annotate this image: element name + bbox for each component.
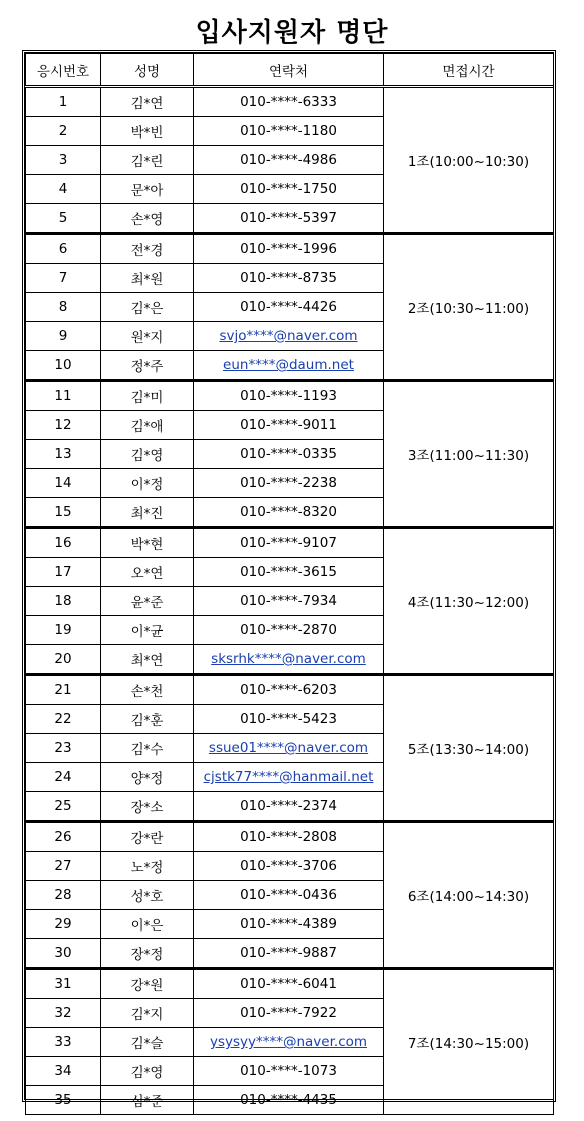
applicant-name-cell: 김*지 [101,999,194,1028]
contact-email-cell [194,763,384,792]
contact-phone-cell: 010-****-7922 [194,999,384,1028]
contact-phone-cell: 010-****-9887 [194,939,384,969]
contact-phone-cell: 010-****-1180 [194,117,384,146]
applicant-name-cell: 김*훈 [101,705,194,734]
contact-phone-cell: 010-****-2870 [194,616,384,645]
interview-time-cell: 6조(14:00~14:30) [384,822,554,969]
table-row [26,381,554,411]
applicant-name-cell: 김*슬 [101,1028,194,1057]
applicant-name-cell: 노*정 [101,852,194,881]
contact-phone-cell: 010-****-5423 [194,705,384,734]
applicant-name-cell: 박*빈 [101,117,194,146]
exam-number-cell: 4 [26,175,101,204]
exam-number-cell: 18 [26,587,101,616]
applicant-name-cell: 김*영 [101,1057,194,1086]
interview-time-cell: 5조(13:30~14:00) [384,675,554,822]
contact-phone-cell: 010-****-3706 [194,852,384,881]
table-row [26,822,554,852]
exam-number-cell: 22 [26,705,101,734]
exam-number-cell: 19 [26,616,101,645]
table-header-row [26,54,554,87]
applicant-name-cell: 김*애 [101,411,194,440]
applicant-name-cell: 김*수 [101,734,194,763]
applicant-name-cell: 문*아 [101,175,194,204]
applicant-name-cell: 이*균 [101,616,194,645]
email-link[interactable]: cjstk77****@hanmail.net [203,769,374,785]
interview-time-cell: 2조(10:30~11:00) [384,234,554,381]
contact-phone-cell: 010-****-3615 [194,558,384,587]
exam-number-cell: 27 [26,852,101,881]
exam-number-cell: 35 [26,1086,101,1115]
exam-number-cell: 8 [26,293,101,322]
interview-time-cell: 3조(11:00~11:30) [384,381,554,528]
applicant-name-cell: 김*미 [101,381,194,411]
applicant-name-cell: 강*란 [101,822,194,852]
contact-phone-cell: 010-****-2238 [194,469,384,498]
exam-number-cell: 1 [26,87,101,117]
exam-number-cell: 34 [26,1057,101,1086]
contact-email-cell [194,645,384,675]
email-link[interactable]: ssue01****@naver.com [208,740,369,756]
applicant-name-cell: 손*영 [101,204,194,234]
header-contact: 연락처 [194,54,384,87]
interview-time-cell: 1조(10:00~10:30) [384,87,554,234]
contact-phone-cell: 010-****-1750 [194,175,384,204]
header-exam-no: 응시번호 [26,54,101,87]
applicant-name-cell: 장*정 [101,939,194,969]
contact-phone-cell: 010-****-4986 [194,146,384,175]
contact-email-cell [194,734,384,763]
applicant-name-cell: 최*연 [101,645,194,675]
applicant-name-cell: 김*영 [101,440,194,469]
contact-phone-cell: 010-****-6203 [194,675,384,705]
table-row [26,969,554,999]
interview-time-cell: 4조(11:30~12:00) [384,528,554,675]
applicant-name-cell: 윤*준 [101,587,194,616]
applicant-name-cell: 원*지 [101,322,194,351]
contact-phone-cell: 010-****-2808 [194,822,384,852]
page-title: 입사지원자 명단 [195,18,389,48]
applicant-name-cell: 이*은 [101,910,194,939]
exam-number-cell: 5 [26,204,101,234]
email-link[interactable]: sksrhk****@naver.com [211,651,366,667]
table-row [26,675,554,705]
applicant-name-cell: 양*정 [101,763,194,792]
exam-number-cell: 9 [26,322,101,351]
contact-email-cell [194,351,384,381]
contact-phone-cell: 010-****-6333 [194,87,384,117]
applicant-name-cell: 이*정 [101,469,194,498]
exam-number-cell: 16 [26,528,101,558]
exam-number-cell: 23 [26,734,101,763]
exam-number-cell: 15 [26,498,101,528]
exam-number-cell: 17 [26,558,101,587]
contact-email-cell [194,322,384,351]
exam-number-cell: 20 [26,645,101,675]
applicant-name-cell: 오*연 [101,558,194,587]
applicant-table-frame [22,50,556,1110]
applicant-table [25,53,554,1115]
contact-phone-cell: 010-****-8320 [194,498,384,528]
table-row [26,234,554,264]
exam-number-cell: 10 [26,351,101,381]
exam-number-cell: 31 [26,969,101,999]
exam-number-cell: 13 [26,440,101,469]
exam-number-cell: 12 [26,411,101,440]
exam-number-cell: 30 [26,939,101,969]
contact-phone-cell: 010-****-6041 [194,969,384,999]
contact-phone-cell: 010-****-4426 [194,293,384,322]
table-row [26,87,554,117]
applicant-name-cell: 박*현 [101,528,194,558]
contact-phone-cell: 010-****-9011 [194,411,384,440]
contact-phone-cell: 010-****-4389 [194,910,384,939]
applicant-name-cell: 강*원 [101,969,194,999]
contact-email-cell [194,1028,384,1057]
applicant-name-cell: 최*진 [101,498,194,528]
applicant-name-cell: 전*경 [101,234,194,264]
exam-number-cell: 32 [26,999,101,1028]
exam-number-cell: 28 [26,881,101,910]
exam-number-cell: 6 [26,234,101,264]
email-link[interactable]: ysysyy****@naver.com [209,1034,368,1050]
contact-phone-cell: 010-****-8735 [194,264,384,293]
contact-phone-cell: 010-****-2374 [194,792,384,822]
exam-number-cell: 25 [26,792,101,822]
applicant-name-cell: 장*소 [101,792,194,822]
interview-time-cell: 7조(14:30~15:00) [384,969,554,1115]
contact-phone-cell: 010-****-9107 [194,528,384,558]
contact-phone-cell: 010-****-7934 [194,587,384,616]
applicant-name-cell: 손*천 [101,675,194,705]
header-name: 성명 [101,54,194,87]
contact-phone-cell: 010-****-0436 [194,881,384,910]
contact-phone-cell: 010-****-1193 [194,381,384,411]
contact-phone-cell: 010-****-0335 [194,440,384,469]
exam-number-cell: 26 [26,822,101,852]
applicant-name-cell: 김*린 [101,146,194,175]
header-interview-time: 면접시간 [384,54,554,87]
exam-number-cell: 2 [26,117,101,146]
exam-number-cell: 14 [26,469,101,498]
exam-number-cell: 21 [26,675,101,705]
exam-number-cell: 11 [26,381,101,411]
applicant-name-cell: 성*호 [101,881,194,910]
email-link[interactable]: svjo****@naver.com [219,328,358,344]
contact-phone-cell: 010-****-1996 [194,234,384,264]
applicant-name-cell: 최*원 [101,264,194,293]
exam-number-cell: 29 [26,910,101,939]
exam-number-cell: 24 [26,763,101,792]
contact-phone-cell: 010-****-4435 [194,1086,384,1115]
applicant-name-cell: 김*연 [101,87,194,117]
applicant-name-cell: 정*주 [101,351,194,381]
email-link[interactable]: eun****@daum.net [223,357,354,373]
applicant-name-cell: 김*은 [101,293,194,322]
table-body [26,87,554,1115]
exam-number-cell: 3 [26,146,101,175]
contact-phone-cell: 010-****-5397 [194,204,384,234]
applicant-name-cell: 심*준 [101,1086,194,1115]
exam-number-cell: 33 [26,1028,101,1057]
exam-number-cell: 7 [26,264,101,293]
contact-phone-cell: 010-****-1073 [194,1057,384,1086]
table-row [26,528,554,558]
